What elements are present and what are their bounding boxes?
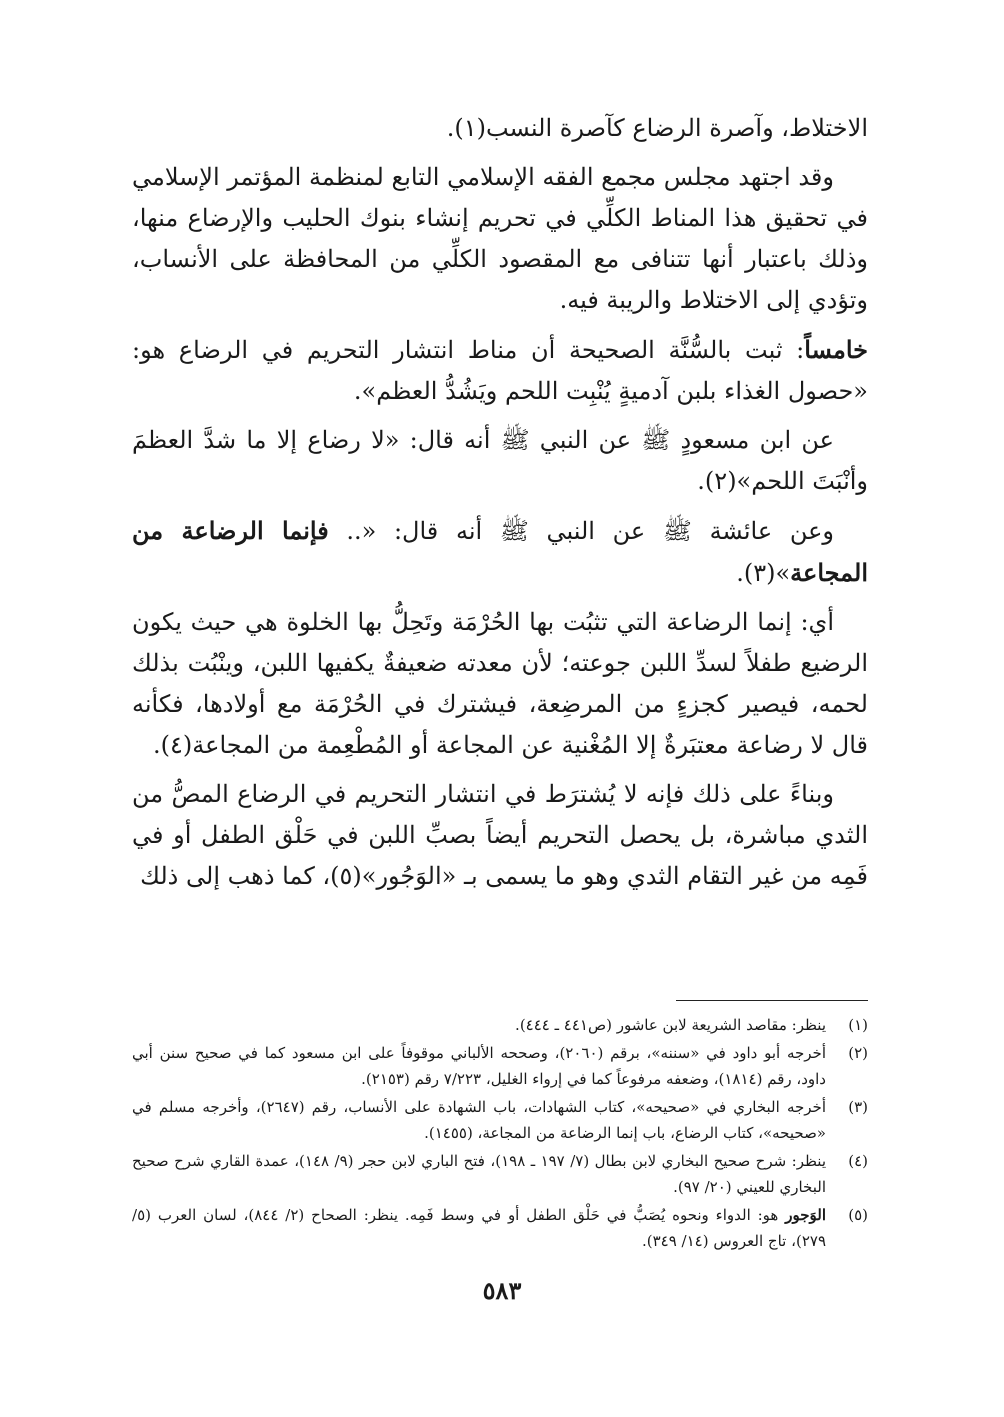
footnote-2-text: أخرجه أبو داود في «سننه»، برقم (٢٠٦٠)، وصححه الألباني موقوفاً على ابن مسعود كما في صحيح سنن أبي داود، رقم (١٨١٤)، وضعفه مرفوعاً كما في إرواء الغليل، ٧/٢٢٣ رقم (٢١٥٣).	[132, 1044, 826, 1088]
footnote-5-text: هو: الدواء ونحوه يُصَبُّ في حَلْق الطفل أو في وسط فَمِه. ينظر: الصحاح (٢/ ٨٤٤)، لسان العرب (٥/ ٢٧٩)، تاج العروس (١٤/ ٣٤٩).	[132, 1206, 826, 1250]
footnote-4-text: ينظر: شرح صحيح البخاري لابن بطال (٧/ ١٩٧ ـ ١٩٨)، فتح الباري لابن حجر (٩/ ١٤٨)، عمدة القاري شرح صحيح البخاري للعيني (٢٠/ ٩٧).	[132, 1152, 826, 1196]
paragraph-5-text: وعن عائشة ﷺ عن النبي ﷺ أنه قال: «..	[328, 517, 835, 545]
paragraph-6	[132, 602, 868, 766]
footnotes	[132, 1012, 868, 1256]
footnote-4	[132, 1148, 868, 1200]
paragraph-3-text: : ثبت بالسُّنَّة الصحيحة أن مناط انتشار التحريم في الرضاع هو: «حصول الغذاء بلبن آدميةٍ يُنْبِت اللحم ويَشُدُّ العظم».	[132, 336, 868, 405]
paragraph-2-text: وقد اجتهد مجلس مجمع الفقه الإسلامي التابع لمنظمة المؤتمر الإسلامي في تحقيق هذا المناط الكلِّي في تحريم إنشاء بنوك الحليب والإرضاع منها، وذلك باعتبار أنها تتنافى مع المقصود الكلِّي من المحافظة على الأنساب، وتؤدي إلى الاختلاط والريبة فيه.	[132, 163, 868, 314]
footnote-1-text: ينظر: مقاصد الشريعة لابن عاشور (ص٤٤١ ـ ٤٤٤).	[515, 1016, 826, 1034]
footnote-3	[132, 1094, 868, 1146]
footnote-1	[132, 1012, 868, 1038]
paragraph-5-bold: فإنما الرضاعة من المجاعة	[132, 516, 868, 587]
footnote-2-number: (٢)	[848, 1044, 868, 1062]
footnote-1-number: (١)	[848, 1016, 868, 1034]
paragraph-7	[132, 774, 868, 897]
paragraph-1	[132, 108, 868, 149]
footnote-3-text: أخرجه البخاري في «صحيحه»، كتاب الشهادات، باب الشهادة على الأنساب، رقم (٢٦٤٧)، وأخرجه مسلم في «صحيحه»، كتاب الرضاع، باب إنما الرضاعة من المجاعة، (١٤٥٥).	[132, 1098, 827, 1142]
paragraph-1-text: الاختلاط، وآصرة الرضاع كآصرة النسب(١).	[446, 114, 868, 142]
footnote-5-term: الوَجور	[785, 1206, 826, 1224]
paragraph-5	[132, 510, 868, 594]
paragraph-3-heading: خامساً	[804, 335, 868, 364]
paragraph-4	[132, 420, 868, 502]
paragraph-3	[132, 329, 868, 412]
footnote-5-body	[132, 1202, 826, 1254]
footnote-3-number: (٣)	[848, 1098, 868, 1116]
paragraph-5-tail: »(٣).	[736, 559, 791, 587]
paragraph-7-text: وبناءً على ذلك فإنه لا يُشترَط في انتشار التحريم في الرضاع المصُّ من الثدي مباشرة، بل يحصل التحريم أيضاً بصبِّ اللبن في حَلْق الطفل أو في فَمِه من غير التقام الثدي وهو ما يسمى بـ «الوَجُور»(٥)، كما ذهب إلى ذلك	[132, 780, 868, 890]
page-number: ٥٨٣	[482, 1276, 522, 1305]
paragraph-6-text: أي: إنما الرضاعة التي تثبُت بها الحُرْمَة وتَحِلُّ بها الخلوة هي حيث يكون الرضيع طفلاً لسدِّ اللبن جوعته؛ لأن معدته ضعيفةٌ يكفيها اللبن، وينْبُت بذلك لحمه، فيصير كجزءٍ من المرضِعة، فيشترك في الحُرْمَة مع أولادها، فكأنه قال لا رضاعة معتبَرةٌ إلا المُغْنية عن المجاعة أو المُطْعِمة من المجاعة(٤).	[132, 608, 868, 759]
paragraph-4-text: عن ابن مسعودٍ ﷺ عن النبي ﷺ أنه قال: «لا رضاع إلا ما شدَّ العظمَ وأنْبَتَ اللحم»(٢).	[132, 426, 868, 495]
paragraph-2	[132, 157, 868, 321]
footnote-2	[132, 1040, 868, 1092]
footnote-4-number: (٤)	[848, 1152, 868, 1170]
footnote-separator	[676, 1000, 868, 1001]
main-text	[132, 108, 868, 905]
footnote-5	[132, 1202, 868, 1254]
footnote-5-number: (٥)	[848, 1206, 868, 1224]
